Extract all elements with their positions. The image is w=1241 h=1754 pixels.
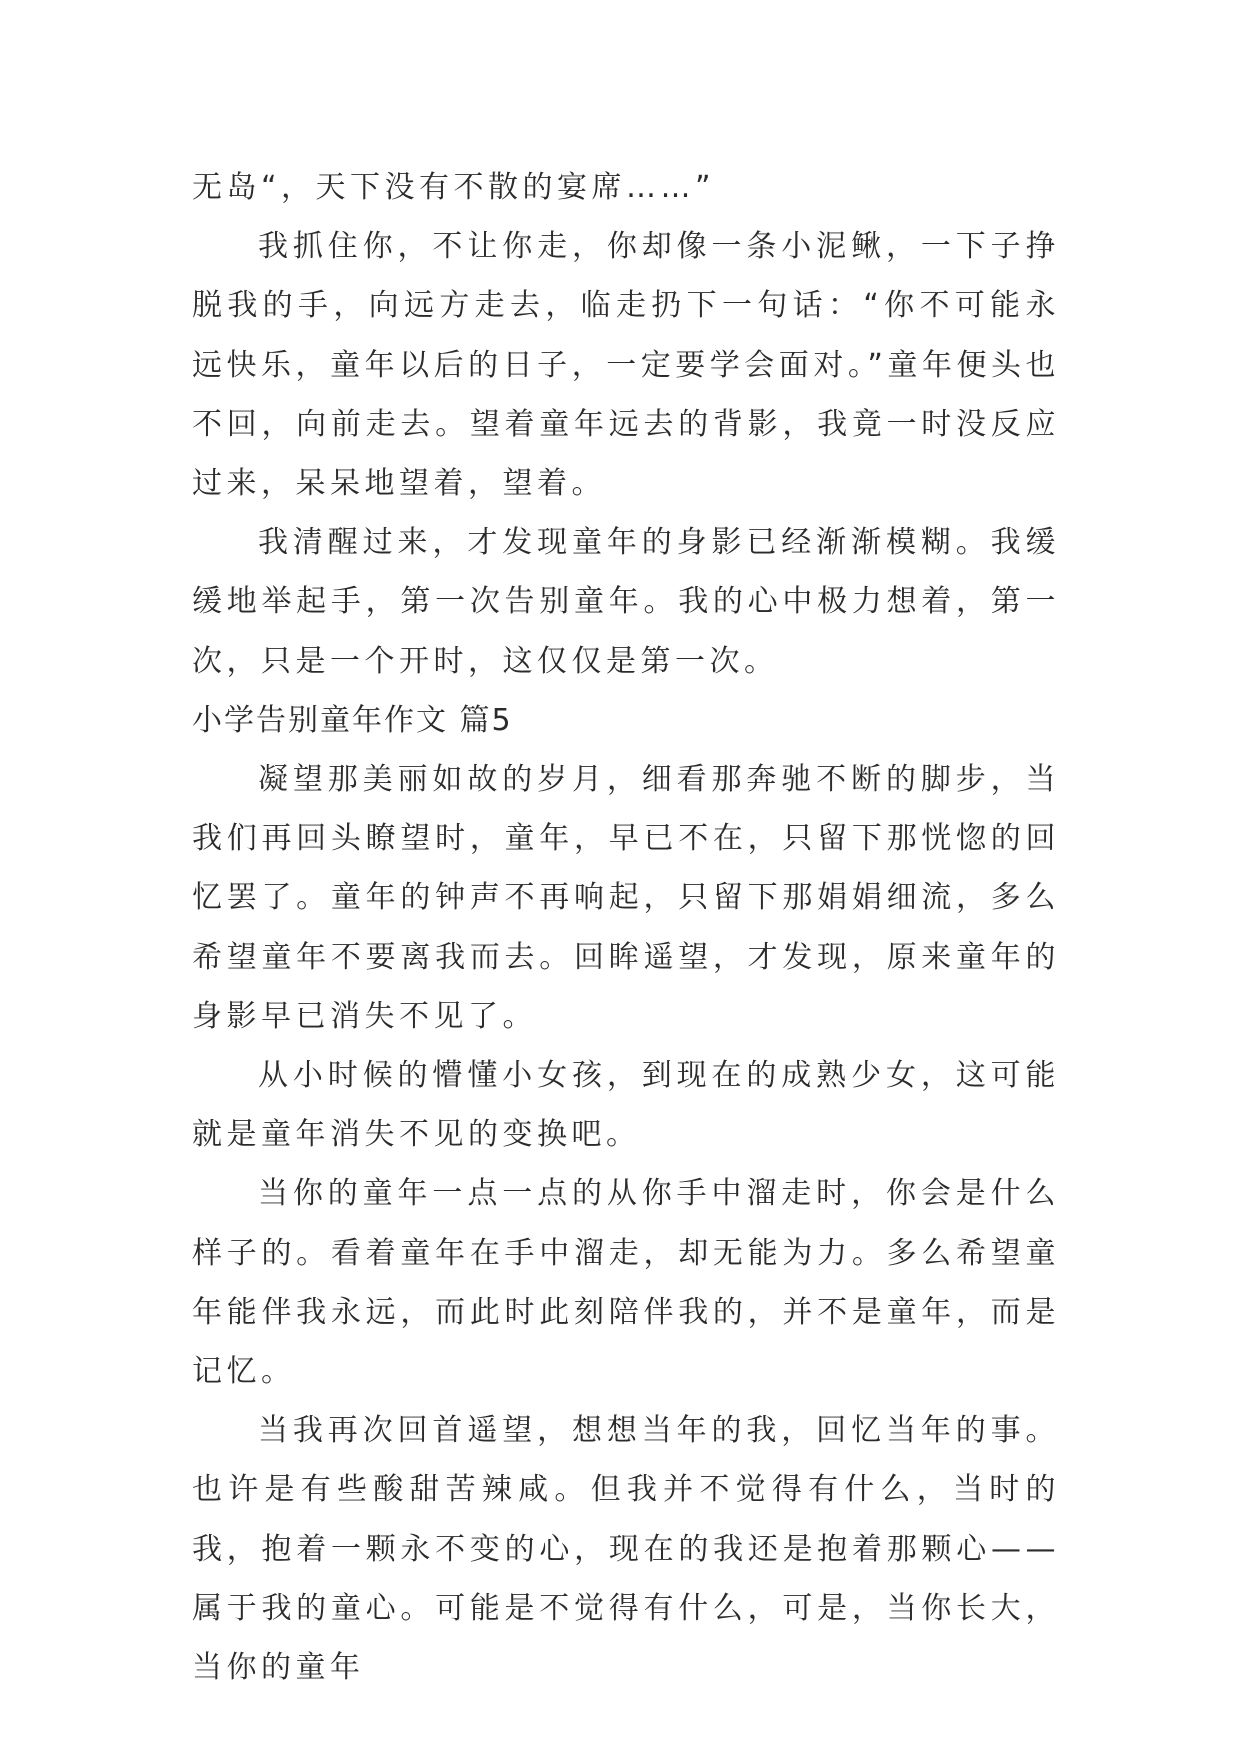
document-body: [192, 158, 1060, 1697]
paragraph: 我抓住你，不让你走，你却像一条小泥鳅，一下子挣脱我的手，向远方走去，临走扔下一句话：“你不可能永远快乐，童年以后的日子，一定要学会面对。”童年便头也不回，向前走去。望着童年远去的背影，我竟一时没反应过来，呆呆地望着，望着。: [192, 229, 1060, 502]
paragraph: 从小时候的懵懂小女孩，到现在的成熟少女，这可能就是童年消失不见的变换吧。: [192, 1058, 1060, 1153]
paragraph: 当我再次回首遥望，想想当年的我，回忆当年的事。也许是有些酸甜苦辣咸。但我并不觉得有什么，当时的我，抱着一颗永不变的心，现在的我还是抱着那颗心——属于我的童心。可能是不觉得有什么，可是，当你长大，当你的童年: [192, 1413, 1060, 1686]
paragraph: 当你的童年一点一点的从你手中溜走时，你会是什么样子的。看着童年在手中溜走，却无能为力。多么希望童年能伴我永远，而此时此刻陪伴我的，并不是童年，而是记忆。: [192, 1176, 1060, 1390]
paragraph-continuation: 无岛“，天下没有不散的宴席……”: [192, 170, 716, 205]
section-heading: 小学告别童年作文 篇5: [192, 702, 513, 738]
paragraph: 凝望那美丽如故的岁月，细看那奔驰不断的脚步，当我们再回头瞭望时，童年，早已不在，只留下那恍惚的回忆罢了。童年的钟声不再响起，只留下那娟娟细流，多么希望童年不要离我而去。回眸遥望，才发现，原来童年的身影早已消失不见了。: [192, 762, 1060, 1034]
paragraph: 我清醒过来，才发现童年的身影已经渐渐模糊。我缓缓地举起手，第一次告别童年。我的心中极力想着，第一次，只是一个开时，这仅仅是第一次。: [192, 525, 1060, 679]
